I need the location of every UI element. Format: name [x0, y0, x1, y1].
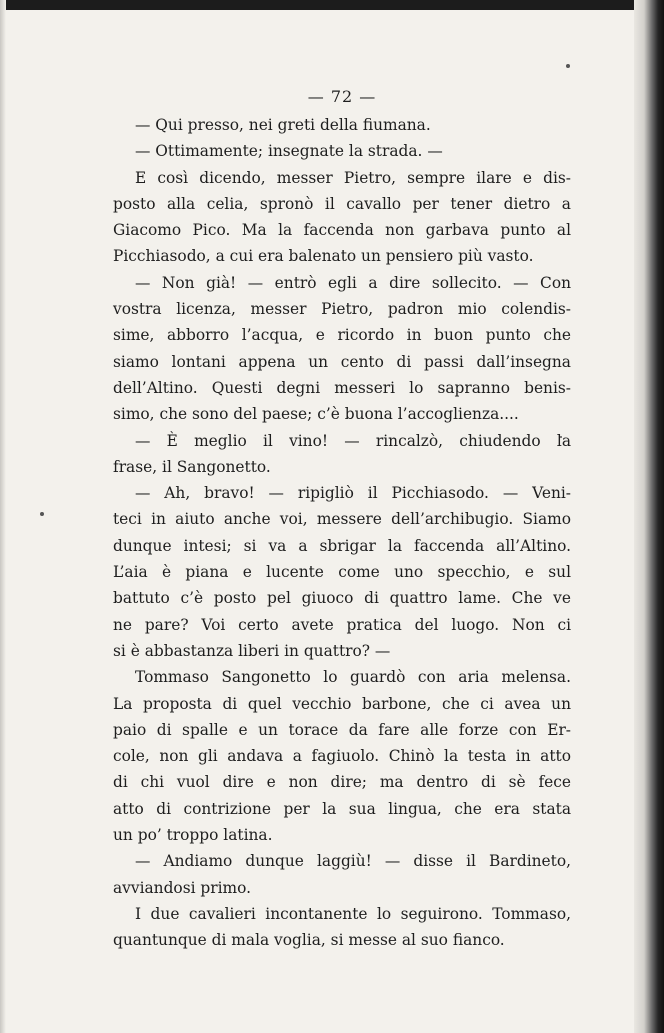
ink-speck — [40, 512, 44, 516]
text-line: — Andiamo dunque laggiù! — disse il Bardineto, — [135, 852, 571, 871]
text-line: I due cavalieri incontanente lo seguirono. Tommaso, — [135, 904, 571, 923]
scan-top-edge — [0, 0, 664, 10]
text-line: quantunque di mala voglia, si messe al suo fianco. — [113, 931, 505, 950]
text-line: dell’Altino. Questi degni messeri lo sapranno benis- — [113, 378, 571, 397]
ink-speck — [566, 64, 570, 68]
paragraph-lines — [113, 112, 571, 954]
page-number: — 72 — — [307, 87, 377, 106]
text-line: siamo lontani appena un cento di passi dall’insegna — [113, 352, 571, 371]
text-line: — Ah, bravo! — ripigliò il Picchiasodo. — Veni- — [135, 484, 571, 503]
text-line: ne pare? Voi certo avete pratica del luogo. Non ci — [113, 615, 571, 634]
scan-left-edge — [0, 0, 6, 1033]
text-line: sime, abborro l’acqua, e ricordo in buon punto che — [113, 326, 571, 345]
text-line: teci in aiuto anche voi, messere dell’archibugio. Siamo — [113, 510, 571, 529]
text-line: paio di spalle e un torace da fare alle forze con Er- — [113, 720, 571, 739]
text-line: battuto c’è posto pel giuoco di quattro lame. Che ve — [113, 589, 571, 608]
text-line: atto di contrizione per la sua lingua, che era stata — [113, 799, 571, 818]
scan-right-edge — [634, 0, 664, 1033]
text-line: posto alla celia, spronò il cavallo per tener dietro a — [113, 194, 571, 213]
text-line: vostra licenza, messer Pietro, padron mio colendis- — [113, 300, 571, 319]
text-line: — Non già! — entrò egli a dire sollecito. — Con — [135, 273, 571, 292]
text-line: — È meglio il vino! — rincalzò, chiudendo la — [135, 431, 571, 450]
text-line: cole, non gli andava a fagiuolo. Chinò la testa in atto — [113, 747, 571, 766]
text-line: Picchiasodo, a cui era balenato un pensiero più vasto. — [113, 247, 534, 266]
text-line: si è abbastanza liberi in quattro? — — [113, 641, 391, 660]
text-line: Giacomo Pico. Ma la faccenda non garbava punto al — [113, 221, 571, 240]
text-line: avviandosi primo. — [113, 878, 252, 897]
text-line: E così dicendo, messer Pietro, sempre ilare e dis- — [135, 168, 571, 187]
text-line: un po’ troppo latina. — [113, 826, 273, 845]
text-line: frase, il Sangonetto. — [113, 457, 271, 476]
text-line: Tommaso Sangonetto lo guardò con aria melensa. — [135, 668, 571, 687]
text-line: dunque intesi; si va a sbrigar la faccenda all’Altino. — [113, 536, 571, 555]
page-text-block — [113, 82, 571, 954]
text-line: simo, che sono del paese; c’è buona l’accoglienza.... — [113, 405, 519, 424]
text-line: La proposta di quel vecchio barbone, che ci avea un — [113, 694, 571, 713]
text-line: — Qui presso, nei greti della fiumana. — [135, 116, 431, 134]
text-line: di chi vuol dire e non dire; ma dentro di sè fece — [113, 773, 571, 792]
text-line: L’aia è piana e lucente come uno specchio, e sul — [113, 563, 571, 582]
text-line: — Ottimamente; insegnate la strada. — — [135, 142, 443, 161]
